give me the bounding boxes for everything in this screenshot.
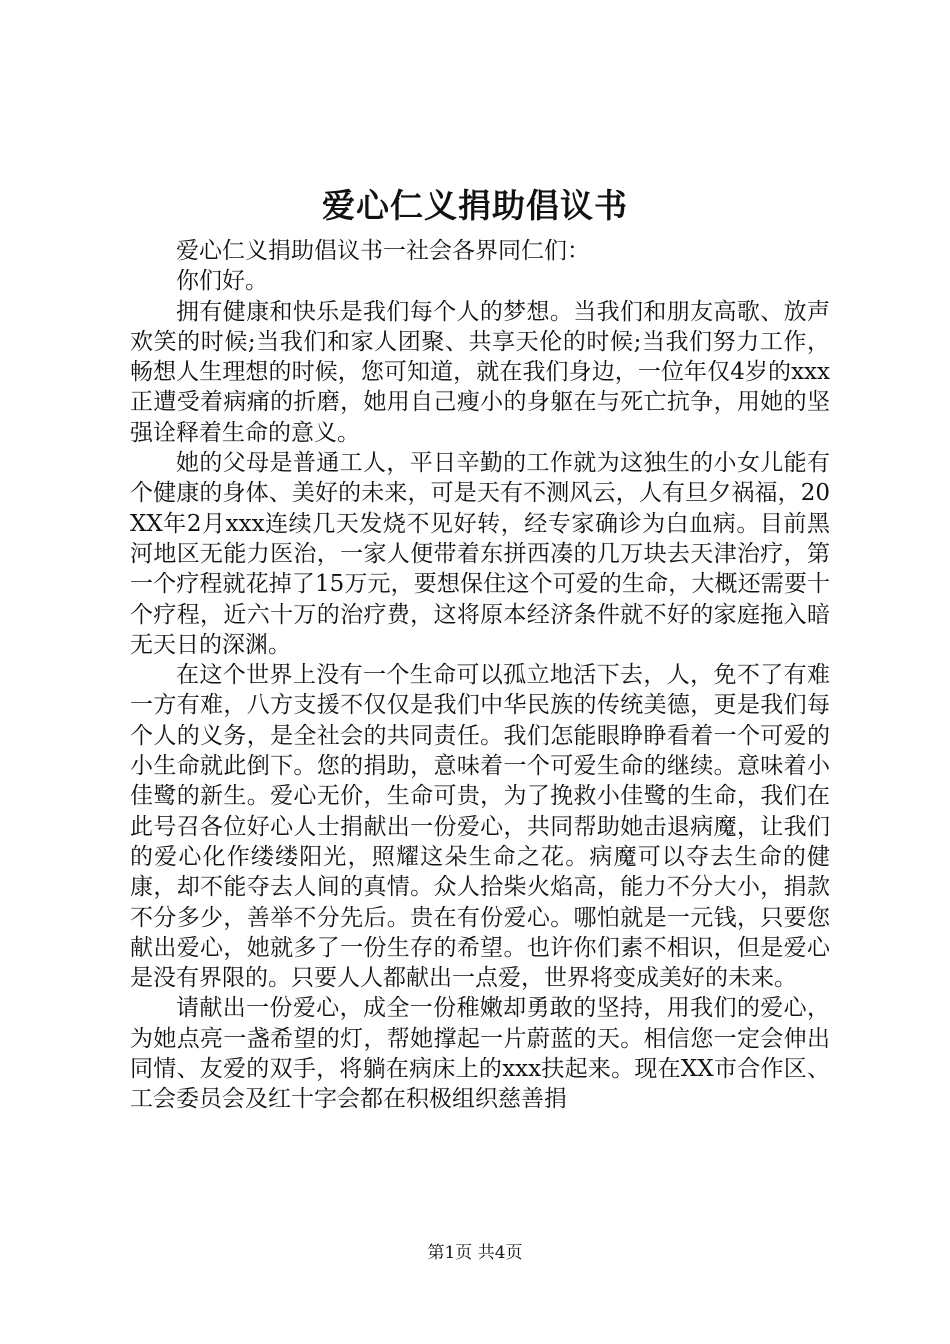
body-paragraph: 拥有健康和快乐是我们每个人的梦想。当我们和朋友高歌、放声欢笑的时候;当我们和家人团聚、共享天伦的时候;当我们努力工作，畅想人生理想的时候，您可知道，就在我们身边，一位年仅4岁的xxx正遭受着病痛的折磨，她用自己瘦小的身躯在与死亡抗争，用她的坚强诠释着生命的意义。 <box>130 298 830 446</box>
salutation: 爱心仁义捐助倡议书一社会各界同仁们： <box>176 238 590 264</box>
greeting: 你们好。 <box>176 268 268 295</box>
document-title: 爱心仁义捐助倡议书 <box>322 186 628 225</box>
body-paragraph: 在这个世界上没有一个生命可以孤立地活下去，人，免不了有难一方有难，八方支援不仅仅是我们中华民族的传统美德，更是我们每个人的义务，是全社会的共同责任。我们怎能眼睁睁看着一个可爱的小生命就此倒下。您的捐助，意味着一个可爱生命的继续。意味着小佳鹭的新生。爱心无价，生命可贵，为了挽救小佳鹭的生命，我们在此号召各位好心人士捐献出一份爱心，共同帮助她击退病魔，让我们的爱心化作缕缕阳光，照耀这朵生命之花。病魔可以夺去生命的健康，却不能夺去人间的真情。众人拾柴火焰高，能力不分大小，捐款不分多少，善举不分先后。贵在有份爱心。哪怕就是一元钱，只要您献出爱心，她就多了一份生存的希望。也许你们素不相识，但是爱心是没有界限的。只要人人都献出一点爱，世界将变成美好的未来。 <box>130 662 830 992</box>
document-body <box>130 236 830 1115</box>
page-number-footer: 第1页 共4页 <box>427 1243 523 1263</box>
body-paragraph: 她的父母是普通工人，平日辛勤的工作就为这独生的小女儿能有个健康的身体、美好的未来，可是天有不测风云，人有旦夕祸福，20XX年2月xxx连续几天发烧不见好转，经专家确诊为白血病。目前黑河地区无能力医治，一家人便带着东拼西凑的几万块去天津治疗，第一个疗程就花掉了15万元，要想保住这个可爱的生命，大概还需要十个疗程，近六十万的治疗费，这将原本经济条件就不好的家庭拖入暗无天日的深渊。 <box>130 450 830 658</box>
body-paragraph: 请献出一份爱心，成全一份稚嫩却勇敢的坚持，用我们的爱心，为她点亮一盏希望的灯，帮她撑起一片蔚蓝的天。相信您一定会伸出同情、友爱的双手，将躺在病床上的xxx扶起来。现在XX市合作区、工会委员会及红十字会都在积极组织慈善捐 <box>130 995 830 1113</box>
